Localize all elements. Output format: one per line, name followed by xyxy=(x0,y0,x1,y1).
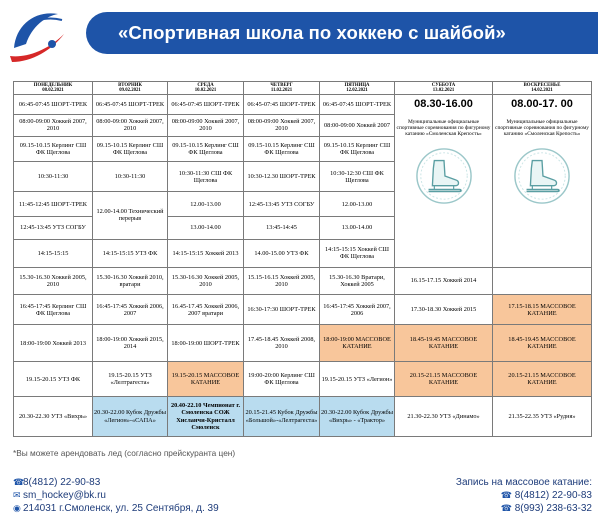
schedule-cell: 17.15-18.15 МАССОВОЕ КАТАНИЕ xyxy=(493,294,592,325)
schedule-cell: 16:45-17:45 Хоккей 2007, 2006 xyxy=(320,294,395,325)
saturday-event-cell xyxy=(395,95,493,268)
schedule-cell: 12:45-13:45 УТЗ СОГБУ xyxy=(14,217,93,240)
schedule-cell: 21.30-22.30 УТЗ «Динамо» xyxy=(395,397,493,437)
booking-block xyxy=(456,476,592,515)
schedule-cell: 08:00-09:00 Хоккей 2007, 2010 xyxy=(244,114,320,137)
schedule-cell: 18.45-19.45 МАССОВОЕ КАТАНИЕ xyxy=(395,325,493,362)
page-title: «Спортивная школа по хоккею с шайбой» xyxy=(118,22,506,43)
day-header-sat: СУББОТА 13.02.2021 xyxy=(395,82,493,95)
schedule-cell: 09.15-10.15 Керлинг СШ ФК Щеглова xyxy=(168,137,244,162)
schedule-cell: 06:45-07:45 ШОРТ-ТРЕК xyxy=(168,95,244,114)
schedule-cell: 20.30-22.30 УТЗ «Вихрь» xyxy=(14,397,93,437)
schedule-cell: 11:45-12:45 ШОРТ-ТРЕК xyxy=(14,192,93,217)
sunday-event-time: 08.00-17. 00 xyxy=(511,98,573,111)
schedule-cell: 14.00-15.00 УТЗ ФК xyxy=(244,239,320,268)
schedule-cell: 09.15-10.15 Керлинг СШ ФК Щеглова xyxy=(14,137,93,162)
phone-icon: ☎ xyxy=(13,477,25,487)
schedule-cell: 13.00-14.00 xyxy=(320,217,395,240)
day-header-wed: СРЕДА 10.02.2021 xyxy=(168,82,244,95)
phone-link[interactable]: 8(4812) 22-90-83 xyxy=(23,477,101,488)
schedule-cell: 18:00-19:00 ШОРТ-ТРЕК xyxy=(168,325,244,362)
schedule-cell: 16.15-17.15 Хоккей 2014 xyxy=(395,268,493,295)
schedule-cell: 10:30-11:30 xyxy=(93,161,168,192)
schedule-cell: 08:00-09:00 Хоккей 2007 xyxy=(320,114,395,137)
schedule-cell: 10:30-12:30 СШ ФК Щеглова xyxy=(320,161,395,192)
schedule-cell: 09.15-10.15 Керлинг СШ ФК Щеглова xyxy=(320,137,395,162)
schedule-cell: 06:45-07:45 ШОРТ-ТРЕК xyxy=(320,95,395,114)
schedule-cell: 13.00-14.00 xyxy=(168,217,244,240)
schedule-cell: 16.45-17.45 Хоккей 2006, 2007 вратари xyxy=(168,294,244,325)
schedule-cell: 08:00-09:00 Хоккей 2007, 2010 xyxy=(168,114,244,137)
hockey-school-logo xyxy=(6,4,72,66)
schedule-cell: 10:30-11:30 xyxy=(14,161,93,192)
schedule-cell: 15.30-16.30 Вратари, Хоккей 2005 xyxy=(320,268,395,295)
booking-phone-2[interactable]: 8(993) 238-63-32 xyxy=(514,503,592,514)
day-header-tue: ВТОРНИК 09.02.2021 xyxy=(93,82,168,95)
schedule-cell: 20.30-22.00 Кубок Дружбы «Легион»-«САПА» xyxy=(93,397,168,437)
schedule-cell: 19.15-20.15 УТЗ «Легион» xyxy=(320,362,395,397)
schedule-cell: 19.15-20.15 УТЗ ФК xyxy=(14,362,93,397)
schedule-cell: 19.15-20.15 УТЗ «Лелтрагеста» xyxy=(93,362,168,397)
schedule-cell: 08:00-09:00 Хоккей 2007, 2010 xyxy=(14,114,93,137)
schedule-cell: 13:45-14:45 xyxy=(244,217,320,240)
schedule-cell: 12:45-13:45 УТЗ СОГБУ xyxy=(244,192,320,217)
schedule-cell: 18:00-19:00 МАССОВОЕ КАТАНИЕ xyxy=(320,325,395,362)
schedule-cell: 18:00-19:00 Хоккей 2015, 2014 xyxy=(93,325,168,362)
schedule-table xyxy=(13,81,592,437)
saturday-event-desc: Муниципальные официальные спортивные соревнования по фигурному катанию «Смоленская Крепость» xyxy=(396,118,491,138)
location-icon: ◉ xyxy=(13,503,21,513)
schedule-cell: 20.15-21.45 Кубок Дружбы «Большой»-«Лелтрагеста» xyxy=(244,397,320,437)
contacts-block xyxy=(13,476,219,515)
schedule-cell xyxy=(493,268,592,295)
schedule-cell: 20.30-22.00 Кубок Дружбы «Вихрь» - «Трактор» xyxy=(320,397,395,437)
schedule-cell: 06:45-07:45 ШОРТ-ТРЕК xyxy=(244,95,320,114)
schedule-cell: 15.30-16.30 Хоккей 2005, 2010 xyxy=(14,268,93,295)
schedule-cell: 19:00-20:00 Керлинг СШ ФК Щеглова xyxy=(244,362,320,397)
schedule-cell: 14:15-15:15 xyxy=(14,239,93,268)
schedule-cell: 12.00-13.00 xyxy=(168,192,244,217)
day-header-fri: ПЯТНИЦА 12.02.2021 xyxy=(320,82,395,95)
schedule-cell: 14:15-15:15 УТЗ ФК xyxy=(93,239,168,268)
schedule-cell: 14:15-15:15 Хоккей СШ ФК Щеглова xyxy=(320,239,395,268)
title-banner xyxy=(86,12,598,54)
schedule-cell: 14:15-15:15 Хоккей 2013 xyxy=(168,239,244,268)
schedule-cell: 16:45-17:45 Хоккей 2006, 2007 xyxy=(93,294,168,325)
schedule-cell: 17.45-18.45 Хоккей 2008, 2010 xyxy=(244,325,320,362)
mail-icon: ✉ xyxy=(13,490,21,500)
schedule-cell: 09.15-10.15 Керлинг СШ ФК Щеглова xyxy=(244,137,320,162)
schedule-cell: 18.45-19.45 МАССОВОЕ КАТАНИЕ xyxy=(493,325,592,362)
schedule-cell: 12.00-13.00 xyxy=(320,192,395,217)
sunday-event-cell xyxy=(493,95,592,268)
schedule-cell: 20.15-21.15 МАССОВОЕ КАТАНИЕ xyxy=(395,362,493,397)
day-header-thu: ЧЕТВЕРГ 11.02.2021 xyxy=(244,82,320,95)
schedule-cell: 06:45-07:45 ШОРТ-ТРЕК xyxy=(14,95,93,114)
day-header-mon: ПОНЕДЕЛЬНИК 08.02.2021 xyxy=(14,82,93,95)
saturday-event-time: 08.30-16.00 xyxy=(414,98,473,111)
schedule-cell: 15.30-16.30 Хоккей 2005, 2010 xyxy=(168,268,244,295)
sunday-event-desc: Муниципальные официальные спортивные соревнования по фигурному катанию «Смоленская Крепость» xyxy=(495,118,589,138)
booking-title: Запись на массовое катание: xyxy=(455,477,592,488)
figure-skate-icon xyxy=(415,147,473,205)
rental-note: *Вы можете арендовать лед (согласно прейскуранта цен) xyxy=(13,448,236,458)
schedule-cell: 10:30-12.30 ШОРТ-ТРЕК xyxy=(244,161,320,192)
schedule-cell: 17.30-18.30 Хоккей 2015 xyxy=(395,294,493,325)
schedule-cell: 09.15-10.15 Керлинг СШ ФК Щеглова xyxy=(93,137,168,162)
schedule-cell: 16:45-17:45 Керлинг СШ ФК Щеглова xyxy=(14,294,93,325)
schedule-cell: 10:30-11:30 СШ ФК Щеглова xyxy=(168,161,244,192)
schedule-cell: 20.40-22.10 Чемпионат г. Смоленска СОЖ Хисланчи-Кристалл Смоленск xyxy=(168,397,244,437)
schedule-cell: 15.15-16.15 Хоккей 2005, 2010 xyxy=(244,268,320,295)
phone-icon: ☎ xyxy=(500,503,512,513)
schedule-cell: 15.30-16.30 Хоккей 2010, вратари xyxy=(93,268,168,295)
booking-phone-1[interactable]: 8(4812) 22-90-83 xyxy=(514,490,592,501)
email-link[interactable]: sm_hockey@bk.ru xyxy=(23,490,106,501)
address-text: 214031 г.Смоленск, ул. 25 Сентября, д. 39 xyxy=(23,503,219,514)
schedule-cell: 16:30-17:30 ШОРТ-ТРЕК xyxy=(244,294,320,325)
figure-skate-icon xyxy=(513,147,571,205)
schedule-cell: 18:00-19:00 Хоккей 2013 xyxy=(14,325,93,362)
schedule-cell: 20.15-21.15 МАССОВОЕ КАТАНИЕ xyxy=(493,362,592,397)
phone-icon: ☎ xyxy=(500,490,512,500)
day-header-row xyxy=(14,82,592,95)
day-header-sun: ВОСКРЕСЕНЬЕ 14.02.2021 xyxy=(493,82,592,95)
schedule-cell: 06:45-07:45 ШОРТ-ТРЕК xyxy=(93,95,168,114)
schedule-cell: 19.15-20.15 МАССОВОЕ КАТАНИЕ xyxy=(168,362,244,397)
schedule-cell: 12.00-14.00 Технический перерыв xyxy=(93,192,168,239)
schedule-cell: 21.35-22.35 УТЗ «Рудня» xyxy=(493,397,592,437)
schedule-cell: 08:00-09:00 Хоккей 2007, 2010 xyxy=(93,114,168,137)
